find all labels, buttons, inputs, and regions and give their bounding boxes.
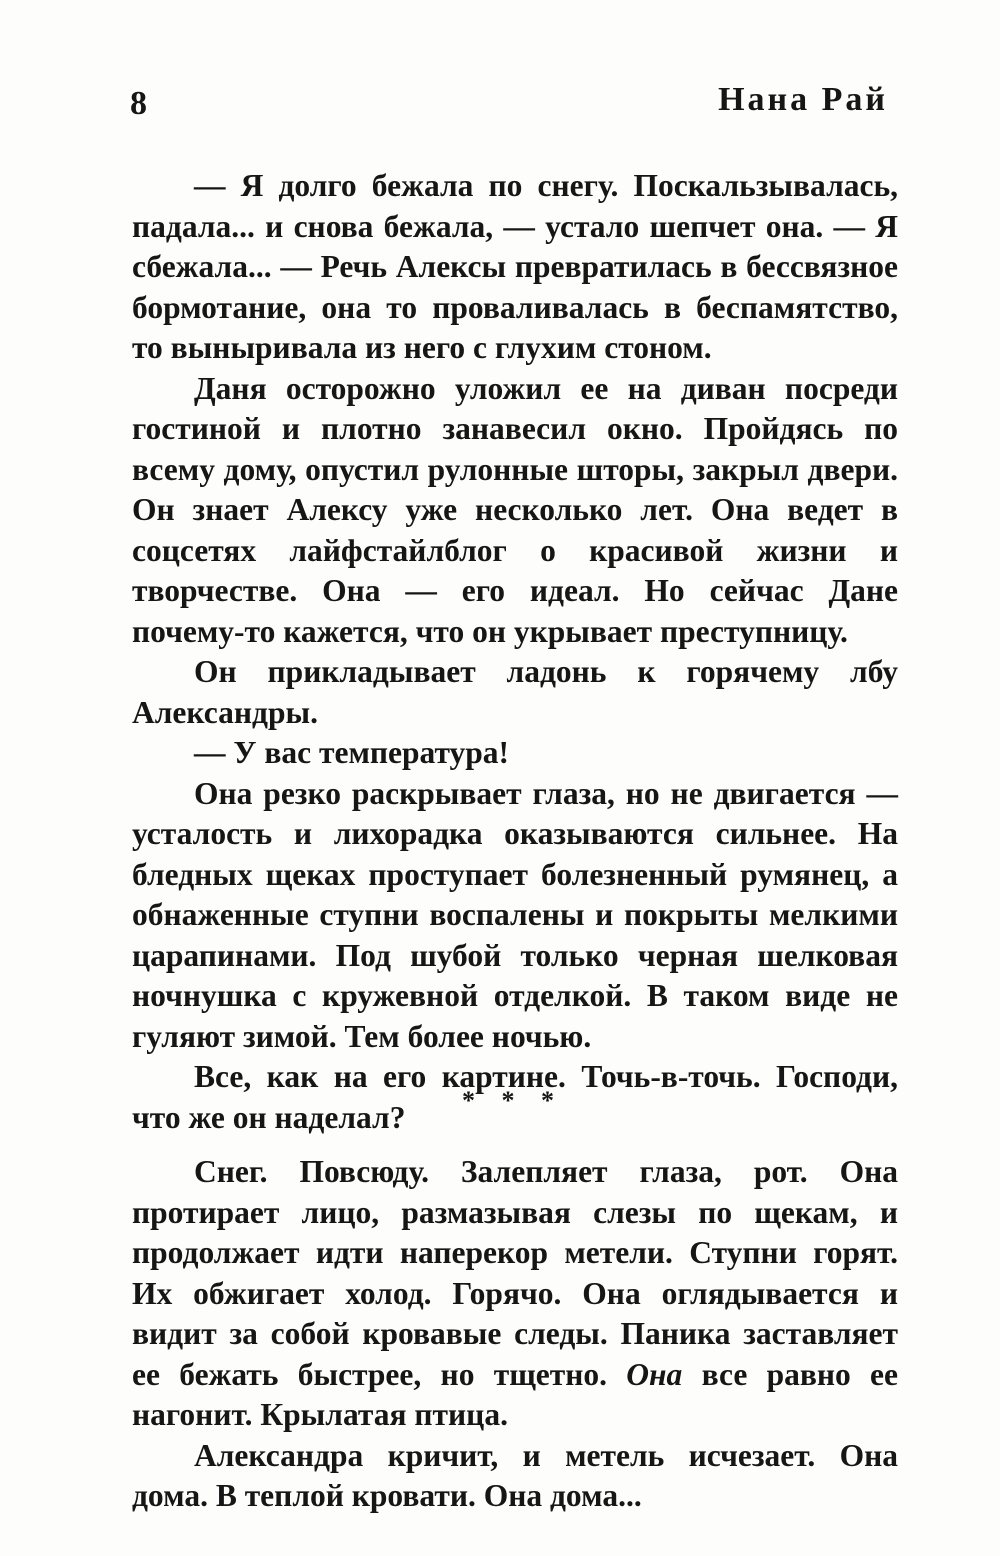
- paragraph-text: все равно ее нагонит. Крылатая птица.: [132, 1356, 899, 1432]
- section-two: [132, 1152, 898, 1517]
- emphasized-word: Она: [626, 1356, 683, 1392]
- paragraph: Он прикладывает ладонь к горячему лбу Александры.: [132, 654, 898, 730]
- paragraph: — У вас температура!: [194, 735, 510, 770]
- page-header: [128, 80, 890, 124]
- paragraph: Все, как на его картине. Точь-в-точь. Господи, что же он наделал?: [132, 1059, 898, 1135]
- paragraph: Даня осторожно уложил ее на диван посреди гостиной и плотно занавесил окно. Пройдясь по всему дому, опустил рулонные шторы, закрыл двери. Он знает Алексу уже несколько лет. Она ведет в соцсетях лайфстайлблог о красивой жизни и творчестве. Она — его идеал. Но сейчас Дане почему-то кажется, что он укрывает преступницу.: [132, 370, 898, 649]
- paragraph-text: Снег. Повсюду. Залепляет глаза, рот. Она протирает лицо, размазывая слезы по щекам, и продолжает идти наперекор метели. Ступни горят. Их обжигает холод. Горячо. Она оглядывается и видит за собой кровавые следы. Паника заставляет ее бежать быстрее, но тщетно.: [132, 1154, 898, 1392]
- running-title-author: Нана Рай: [718, 81, 888, 118]
- paragraph: Александра кричит, и метель исчезает. Она дома. В теплой кровати. Она дома...: [132, 1437, 898, 1513]
- paragraph: — Я долго бежала по снегу. Поскальзывалась, падала... и снова бежала, — устало шепчет она. — Я сбежала... — Речь Алексы превратилась в бессвязное бормотание, она то проваливалась в беспамятство, то выныривала из него с глухим стоном.: [132, 168, 898, 365]
- paragraph: [132, 1152, 898, 1436]
- section-separator: * * *: [462, 1086, 564, 1115]
- page-number: 8: [130, 85, 147, 122]
- paragraph: Она резко раскрывает глаза, но не двигается — усталость и лихорадка оказываются сильнее. На бледных щеках проступает болезненный румянец, а обнаженные ступни воспалены и покрыты мелкими царапинами. Под шубой только черная шелковая ночнушка с кружевной отделкой. В таком виде не гуляют зимой. Тем более ночью.: [132, 775, 898, 1054]
- section-one: [132, 166, 898, 1138]
